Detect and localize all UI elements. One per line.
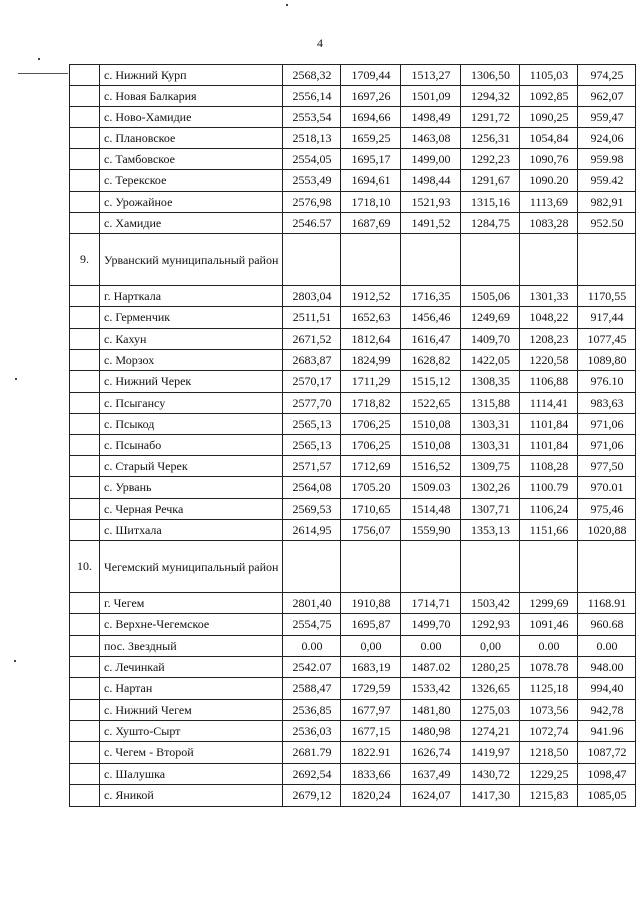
row-number-cell [70, 414, 100, 435]
row-number-cell [70, 435, 100, 456]
value-cell: 1697,26 [341, 86, 401, 107]
value-cell: 2671,52 [283, 329, 341, 350]
value-cell: 1910,88 [341, 593, 401, 614]
value-cell: 1409,70 [461, 329, 520, 350]
value-cell: 1078.78 [520, 657, 578, 678]
value-cell: 1695,87 [341, 614, 401, 636]
table-row [70, 86, 636, 107]
value-cell: 1419,97 [461, 742, 520, 764]
value-cell: 2565,13 [283, 435, 341, 456]
value-cell: 1085,05 [578, 785, 636, 807]
row-number-cell [70, 657, 100, 678]
settlement-name-cell: с. Герменчик [100, 307, 283, 329]
value-cell: 1105,03 [520, 65, 578, 86]
scan-speck [286, 4, 288, 6]
table-row [70, 414, 636, 435]
value-cell: 983,63 [578, 393, 636, 414]
value-cell: 1073,56 [520, 700, 578, 721]
row-number-cell: 10. [70, 541, 100, 593]
value-cell: 1709,44 [341, 65, 401, 86]
value-cell: 1463,08 [401, 128, 461, 149]
value-cell [520, 541, 578, 593]
settlement-name-cell: с. Хушто-Сырт [100, 721, 283, 742]
row-number-cell: 9. [70, 234, 100, 286]
district-row [70, 234, 636, 286]
value-cell: 0,00 [341, 636, 401, 657]
value-cell [401, 234, 461, 286]
value-cell: 1315,88 [461, 393, 520, 414]
value-cell: 970.01 [578, 477, 636, 499]
value-cell: 1716,35 [401, 286, 461, 307]
value-cell: 1302,26 [461, 477, 520, 499]
row-number-cell [70, 520, 100, 541]
row-number-cell [70, 593, 100, 614]
value-cell: 1249,69 [461, 307, 520, 329]
row-number-cell [70, 149, 100, 170]
value-cell: 1108,28 [520, 456, 578, 477]
row-number-cell [70, 86, 100, 107]
value-cell: 1487.02 [401, 657, 461, 678]
value-cell: 1659,25 [341, 128, 401, 149]
value-cell: 2803,04 [283, 286, 341, 307]
value-cell: 1307,71 [461, 499, 520, 520]
value-cell: 2588,47 [283, 678, 341, 700]
table-row [70, 477, 636, 499]
value-cell: 1090.20 [520, 170, 578, 192]
value-cell: 1509.03 [401, 477, 461, 499]
value-cell: 1306,50 [461, 65, 520, 86]
value-cell: 1824,99 [341, 350, 401, 371]
settlement-name-cell: с. Яникой [100, 785, 283, 807]
table-row [70, 499, 636, 520]
value-cell: 1417,30 [461, 785, 520, 807]
row-number-cell [70, 456, 100, 477]
table-row [70, 764, 636, 785]
table-row [70, 329, 636, 350]
row-number-cell [70, 350, 100, 371]
settlement-name-cell: с. Нижний Курп [100, 65, 283, 86]
value-cell: 2683,87 [283, 350, 341, 371]
row-number-cell [70, 307, 100, 329]
value-cell: 2577,70 [283, 393, 341, 414]
value-cell: 971,06 [578, 435, 636, 456]
table-row [70, 456, 636, 477]
value-cell: 1220,58 [520, 350, 578, 371]
row-number-cell [70, 678, 100, 700]
value-cell: 2565,13 [283, 414, 341, 435]
scan-speck [15, 378, 17, 380]
value-cell: 1498,44 [401, 170, 461, 192]
value-cell: 1170,55 [578, 286, 636, 307]
value-cell: 1151,66 [520, 520, 578, 541]
row-number-cell [70, 721, 100, 742]
value-cell: 1090,25 [520, 107, 578, 128]
value-cell: 982,91 [578, 192, 636, 213]
value-cell: 1113,69 [520, 192, 578, 213]
value-cell: 1048,22 [520, 307, 578, 329]
table-row [70, 721, 636, 742]
value-cell: 1291,72 [461, 107, 520, 128]
table-row [70, 785, 636, 807]
value-cell: 1101,84 [520, 414, 578, 435]
value-cell: 2554,05 [283, 149, 341, 170]
value-cell: 1054,84 [520, 128, 578, 149]
value-cell: 1315,16 [461, 192, 520, 213]
value-cell: 1106,88 [520, 371, 578, 393]
tariff-table [69, 64, 636, 807]
value-cell: 2554,75 [283, 614, 341, 636]
table-row [70, 371, 636, 393]
value-cell: 1292,93 [461, 614, 520, 636]
row-number-cell [70, 213, 100, 234]
row-number-cell [70, 286, 100, 307]
value-cell: 1522,65 [401, 393, 461, 414]
value-cell: 994,40 [578, 678, 636, 700]
value-cell: 1711,29 [341, 371, 401, 393]
value-cell: 1505,06 [461, 286, 520, 307]
value-cell: 1208,23 [520, 329, 578, 350]
table-row [70, 128, 636, 149]
value-cell [283, 234, 341, 286]
value-cell: 2692,54 [283, 764, 341, 785]
value-cell: 2556,14 [283, 86, 341, 107]
value-cell: 1089,80 [578, 350, 636, 371]
value-cell: 960.68 [578, 614, 636, 636]
value-cell: 924,06 [578, 128, 636, 149]
value-cell: 1087,72 [578, 742, 636, 764]
value-cell [341, 541, 401, 593]
row-number-cell [70, 371, 100, 393]
value-cell: 1480,98 [401, 721, 461, 742]
value-cell: 2801,40 [283, 593, 341, 614]
value-cell: 1729,59 [341, 678, 401, 700]
value-cell: 1092,85 [520, 86, 578, 107]
value-cell: 2536,85 [283, 700, 341, 721]
value-cell: 1292,23 [461, 149, 520, 170]
value-cell: 975,46 [578, 499, 636, 520]
value-cell: 2564,08 [283, 477, 341, 499]
value-cell: 1256,31 [461, 128, 520, 149]
value-cell: 1912,52 [341, 286, 401, 307]
value-cell [461, 234, 520, 286]
table-row [70, 657, 636, 678]
table-row [70, 107, 636, 128]
settlement-name-cell: с. Нартан [100, 678, 283, 700]
scan-speck [14, 660, 16, 662]
value-cell: 1498,49 [401, 107, 461, 128]
value-cell: 917,44 [578, 307, 636, 329]
value-cell: 1072,74 [520, 721, 578, 742]
settlement-name-cell: с. Тамбовское [100, 149, 283, 170]
settlement-name-cell: с. Псыкод [100, 414, 283, 435]
value-cell: 1503,42 [461, 593, 520, 614]
value-cell: 1091,46 [520, 614, 578, 636]
value-cell: 1521,93 [401, 192, 461, 213]
value-cell: 2569,53 [283, 499, 341, 520]
row-number-cell [70, 614, 100, 636]
value-cell: 1652,63 [341, 307, 401, 329]
value-cell: 1125,18 [520, 678, 578, 700]
value-cell: 1513,27 [401, 65, 461, 86]
settlement-name-cell: пос. Звездный [100, 636, 283, 657]
value-cell: 1020,88 [578, 520, 636, 541]
row-number-cell [70, 499, 100, 520]
value-cell: 1280,25 [461, 657, 520, 678]
row-number-cell [70, 700, 100, 721]
row-number-cell [70, 764, 100, 785]
value-cell [341, 234, 401, 286]
value-cell: 1229,25 [520, 764, 578, 785]
value-cell: 1275,03 [461, 700, 520, 721]
value-cell: 1077,45 [578, 329, 636, 350]
settlement-name-cell: с. Кахун [100, 329, 283, 350]
value-cell [461, 541, 520, 593]
value-cell: 1106,24 [520, 499, 578, 520]
value-cell: 1098,47 [578, 764, 636, 785]
table-row [70, 700, 636, 721]
value-cell: 1430,72 [461, 764, 520, 785]
row-number-cell [70, 65, 100, 86]
value-cell: 2511,51 [283, 307, 341, 329]
scan-artifact-line [18, 73, 68, 74]
row-number-cell [70, 107, 100, 128]
table-row [70, 307, 636, 329]
row-number-cell [70, 329, 100, 350]
value-cell: 1833,66 [341, 764, 401, 785]
table-row [70, 742, 636, 764]
value-cell: 1291,67 [461, 170, 520, 192]
settlement-name-cell: с. Псынабо [100, 435, 283, 456]
settlement-name-cell: с. Новая Балкария [100, 86, 283, 107]
value-cell: 1303,31 [461, 435, 520, 456]
value-cell: 1491,52 [401, 213, 461, 234]
value-cell: 1677,15 [341, 721, 401, 742]
table-row [70, 520, 636, 541]
value-cell: 1624,07 [401, 785, 461, 807]
value-cell [520, 234, 578, 286]
value-cell: 1501,09 [401, 86, 461, 107]
value-cell: 1326,65 [461, 678, 520, 700]
table-row [70, 393, 636, 414]
settlement-name-cell: с. Нижний Черек [100, 371, 283, 393]
value-cell: 942,78 [578, 700, 636, 721]
value-cell: 0.00 [578, 636, 636, 657]
value-cell: 0.00 [401, 636, 461, 657]
settlement-name-cell: с. Плановское [100, 128, 283, 149]
value-cell [401, 541, 461, 593]
settlement-name-cell: с. Шалушка [100, 764, 283, 785]
value-cell: 1820,24 [341, 785, 401, 807]
value-cell: 1514,48 [401, 499, 461, 520]
district-name-cell: Чегемский муниципальный район [100, 541, 283, 593]
value-cell [283, 541, 341, 593]
table-row [70, 286, 636, 307]
value-cell: 1101,84 [520, 435, 578, 456]
value-cell: 1168.91 [578, 593, 636, 614]
value-cell: 1510,08 [401, 435, 461, 456]
value-cell: 1215,83 [520, 785, 578, 807]
row-number-cell [70, 742, 100, 764]
value-cell: 2570,17 [283, 371, 341, 393]
page-number: 4 [317, 36, 323, 50]
value-cell: 1499,70 [401, 614, 461, 636]
value-cell: 1694,66 [341, 107, 401, 128]
value-cell: 1114,41 [520, 393, 578, 414]
value-cell: 1456,46 [401, 307, 461, 329]
value-cell: 1756,07 [341, 520, 401, 541]
value-cell: 976.10 [578, 371, 636, 393]
value-cell: 959.42 [578, 170, 636, 192]
value-cell: 1309,75 [461, 456, 520, 477]
value-cell: 1616,47 [401, 329, 461, 350]
value-cell: 1637,49 [401, 764, 461, 785]
value-cell: 0,00 [461, 636, 520, 657]
value-cell: 1712,69 [341, 456, 401, 477]
row-number-cell [70, 170, 100, 192]
value-cell: 2553,54 [283, 107, 341, 128]
settlement-name-cell: с. Нижний Чегем [100, 700, 283, 721]
table-row [70, 678, 636, 700]
settlement-name-cell: с. Терекское [100, 170, 283, 192]
value-cell: 1422,05 [461, 350, 520, 371]
value-cell: 1822.91 [341, 742, 401, 764]
table-row [70, 192, 636, 213]
table-row [70, 614, 636, 636]
value-cell: 2518,13 [283, 128, 341, 149]
value-cell: 1284,75 [461, 213, 520, 234]
value-cell: 2571,57 [283, 456, 341, 477]
district-name-cell: Урванский муниципальный район [100, 234, 283, 286]
value-cell: 1510,08 [401, 414, 461, 435]
value-cell: 1294,32 [461, 86, 520, 107]
value-cell: 952.50 [578, 213, 636, 234]
value-cell: 1695,17 [341, 149, 401, 170]
value-cell: 2679,12 [283, 785, 341, 807]
value-cell: 962,07 [578, 86, 636, 107]
value-cell: 1308,35 [461, 371, 520, 393]
settlement-name-cell: с. Лечинкай [100, 657, 283, 678]
table-row [70, 350, 636, 371]
table-row [70, 170, 636, 192]
table-row [70, 213, 636, 234]
value-cell: 1353,13 [461, 520, 520, 541]
settlement-name-cell: с. Морзох [100, 350, 283, 371]
table-row [70, 435, 636, 456]
settlement-name-cell: г. Нарткала [100, 286, 283, 307]
value-cell: 948.00 [578, 657, 636, 678]
value-cell: 0.00 [520, 636, 578, 657]
settlement-name-cell: с. Хамидие [100, 213, 283, 234]
settlement-name-cell: с. Ново-Хамидие [100, 107, 283, 128]
value-cell: 2681.79 [283, 742, 341, 764]
value-cell: 977,50 [578, 456, 636, 477]
value-cell: 1714,71 [401, 593, 461, 614]
value-cell: 1718,82 [341, 393, 401, 414]
value-cell: 1083,28 [520, 213, 578, 234]
value-cell: 1710,65 [341, 499, 401, 520]
settlement-name-cell: с. Урожайное [100, 192, 283, 213]
value-cell: 959,47 [578, 107, 636, 128]
row-number-cell [70, 636, 100, 657]
value-cell: 2614,95 [283, 520, 341, 541]
value-cell: 1706,25 [341, 414, 401, 435]
value-cell: 1628,82 [401, 350, 461, 371]
value-cell: 1303,31 [461, 414, 520, 435]
settlement-name-cell: с. Урвань [100, 477, 283, 499]
row-number-cell [70, 192, 100, 213]
value-cell: 1812,64 [341, 329, 401, 350]
value-cell: 1301,33 [520, 286, 578, 307]
settlement-name-cell: с. Чегем - Второй [100, 742, 283, 764]
table-row [70, 593, 636, 614]
table-row [70, 149, 636, 170]
settlement-name-cell: с. Псыгансу [100, 393, 283, 414]
table-row [70, 65, 636, 86]
value-cell: 2568,32 [283, 65, 341, 86]
value-cell: 1687,69 [341, 213, 401, 234]
table-row [70, 636, 636, 657]
value-cell: 941.96 [578, 721, 636, 742]
value-cell: 2546.57 [283, 213, 341, 234]
value-cell [578, 234, 636, 286]
value-cell: 2553,49 [283, 170, 341, 192]
value-cell: 1516,52 [401, 456, 461, 477]
value-cell: 1090,76 [520, 149, 578, 170]
value-cell [578, 541, 636, 593]
value-cell: 2536,03 [283, 721, 341, 742]
value-cell: 0.00 [283, 636, 341, 657]
settlement-name-cell: с. Шитхала [100, 520, 283, 541]
row-number-cell [70, 785, 100, 807]
value-cell: 1706,25 [341, 435, 401, 456]
settlement-name-cell: г. Чегем [100, 593, 283, 614]
value-cell: 1274,21 [461, 721, 520, 742]
table-body [70, 65, 636, 807]
value-cell: 1100.79 [520, 477, 578, 499]
value-cell: 1533,42 [401, 678, 461, 700]
value-cell: 1683,19 [341, 657, 401, 678]
value-cell: 1515,12 [401, 371, 461, 393]
row-number-cell [70, 128, 100, 149]
value-cell: 1626,74 [401, 742, 461, 764]
value-cell: 974,25 [578, 65, 636, 86]
district-row [70, 541, 636, 593]
settlement-name-cell: с. Верхне-Чегемское [100, 614, 283, 636]
value-cell: 1559,90 [401, 520, 461, 541]
row-number-cell [70, 477, 100, 499]
value-cell: 1718,10 [341, 192, 401, 213]
value-cell: 971,06 [578, 414, 636, 435]
value-cell: 2576,98 [283, 192, 341, 213]
scan-speck [38, 58, 40, 60]
value-cell: 1218,50 [520, 742, 578, 764]
value-cell: 1299,69 [520, 593, 578, 614]
settlement-name-cell: с. Черная Речка [100, 499, 283, 520]
value-cell: 959.98 [578, 149, 636, 170]
value-cell: 1481,80 [401, 700, 461, 721]
value-cell: 2542.07 [283, 657, 341, 678]
value-cell: 1694,61 [341, 170, 401, 192]
value-cell: 1677,97 [341, 700, 401, 721]
settlement-name-cell: с. Старый Черек [100, 456, 283, 477]
value-cell: 1499,00 [401, 149, 461, 170]
value-cell: 1705.20 [341, 477, 401, 499]
row-number-cell [70, 393, 100, 414]
